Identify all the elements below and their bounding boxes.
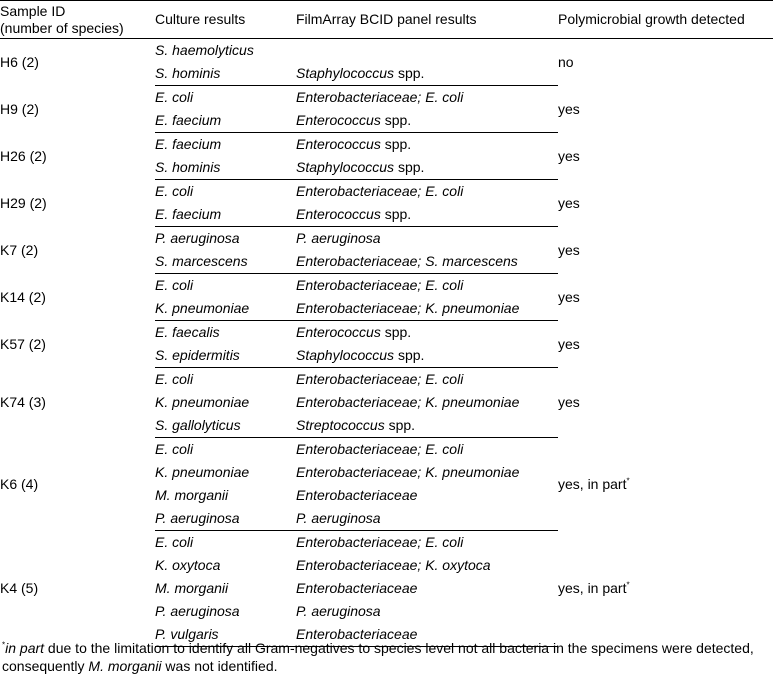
filmarray-taxon: Enterobacteriaceae; E. coli (296, 183, 464, 199)
culture-result-cell: S. marcescens (155, 250, 296, 274)
table-row (0, 133, 773, 157)
filmarray-suffix: spp. (384, 417, 416, 433)
culture-result-cell: K. oxytoca (155, 557, 221, 573)
filmarray-taxon: Enterobacteriaceae (296, 487, 418, 503)
filmarray-result-cell (296, 274, 558, 298)
table-body (0, 39, 773, 650)
filmarray-taxon: Streptococcus (296, 417, 385, 433)
culture-result-cell: E. faecium (155, 203, 296, 227)
table-row (0, 39, 773, 63)
table-row (0, 86, 773, 110)
polymicrobial-value: yes, in part (558, 580, 627, 596)
sample-id-cell: H29 (2) (0, 194, 47, 211)
polymicrobial-cell (558, 227, 773, 274)
sample-id-cell: H6 (2) (0, 53, 39, 70)
polymicrobial-footnote-mark: * (626, 475, 630, 485)
header-polymicrobial: Polymicrobial growth detected (558, 11, 745, 27)
polymicrobial-cell (558, 133, 773, 180)
header-sample-id-line1: Sample ID (0, 2, 66, 19)
filmarray-suffix: spp. (380, 206, 412, 222)
culture-result-cell: E. faecalis (155, 324, 220, 340)
filmarray-result-cell (296, 600, 558, 623)
culture-result-cell: S. epidermitis (155, 344, 296, 368)
polymicrobial-cell (558, 368, 773, 438)
polymicrobial-value: yes (558, 147, 580, 164)
filmarray-taxon: Staphylococcus (296, 347, 395, 363)
table-row (0, 531, 773, 555)
polymicrobial-value: yes (558, 394, 580, 410)
culture-result-cell: S. gallolyticus (155, 414, 296, 438)
sample-id-cell: H26 (2) (0, 147, 47, 164)
filmarray-taxon: Staphylococcus (296, 159, 395, 175)
filmarray-result-cell (296, 39, 558, 63)
culture-result-cell: E. coli (155, 183, 194, 199)
filmarray-result-cell (296, 250, 558, 274)
filmarray-result-cell (296, 577, 558, 600)
polymicrobial-value: yes (558, 194, 580, 211)
filmarray-taxon: P. aeruginosa (296, 510, 381, 526)
polymicrobial-value: no (558, 53, 574, 70)
polymicrobial-value: yes (558, 100, 580, 117)
footnote-italic-lead: in part (5, 640, 45, 656)
culture-result-cell: E. coli (155, 277, 194, 293)
filmarray-taxon: Enterobacteriaceae; E. coli (296, 534, 464, 550)
filmarray-result-cell (296, 368, 558, 392)
culture-result-cell: E. faecium (155, 109, 296, 133)
table-row (0, 274, 773, 298)
polymicrobial-cell (558, 274, 773, 321)
filmarray-taxon: Enterobacteriaceae; E. coli (296, 89, 464, 105)
polymicrobial-value: yes (558, 288, 580, 305)
filmarray-taxon: Enterococcus (296, 136, 381, 152)
culture-result-cell: K. pneumoniae (155, 394, 250, 410)
filmarray-result-cell (296, 321, 558, 345)
culture-result-cell: M. morganii (155, 487, 229, 503)
filmarray-result-cell (296, 133, 558, 157)
header-sample-id-line2: (number of species) (0, 19, 124, 36)
filmarray-taxon: Enterobacteriaceae (296, 626, 418, 642)
filmarray-result-cell (296, 438, 558, 462)
sample-id-cell: K6 (4) (0, 475, 39, 492)
header-filmarray: FilmArray BCID panel results (296, 11, 477, 27)
filmarray-taxon: Enterobacteriaceae; K. oxytoca (296, 557, 491, 573)
sample-id-cell: K57 (2) (0, 335, 46, 352)
sample-id-cell: K14 (2) (0, 288, 46, 305)
table-row (0, 368, 773, 392)
polymicrobial-value: yes, in part (558, 475, 627, 492)
table-row (0, 321, 773, 345)
filmarray-suffix: spp. (380, 112, 412, 128)
table-row (0, 438, 773, 462)
filmarray-result-cell (296, 554, 558, 577)
filmarray-taxon: Enterobacteriaceae; K. pneumoniae (296, 300, 520, 316)
polymicrobial-cell (558, 86, 773, 133)
filmarray-result-cell (296, 507, 558, 531)
filmarray-result-cell (296, 414, 558, 438)
footnote-text-1: due to the limitation to identify all Gram-negatives to species level not all bacteria in the specimens were detected, consequently (2, 640, 754, 674)
header-row (0, 1, 773, 39)
filmarray-result-cell (296, 461, 558, 484)
sample-id-cell: K74 (3) (0, 394, 46, 410)
culture-result-cell: E. coli (155, 89, 194, 105)
header-sample-id (0, 1, 155, 39)
culture-result-cell: E. faecium (155, 136, 222, 152)
culture-result-cell: K. pneumoniae (155, 464, 250, 480)
polymicrobial-value: yes (558, 241, 580, 258)
table-row (0, 227, 773, 251)
filmarray-result-cell (296, 484, 558, 507)
filmarray-suffix: spp. (380, 324, 412, 340)
culture-result-cell: K. pneumoniae (155, 297, 296, 321)
culture-result-cell: P. aeruginosa (155, 507, 296, 531)
filmarray-taxon: P. aeruginosa (296, 230, 381, 246)
filmarray-taxon: Enterococcus (296, 324, 381, 340)
filmarray-result-cell (296, 180, 558, 204)
filmarray-suffix: spp. (394, 347, 425, 363)
filmarray-suffix: spp. (394, 65, 425, 81)
filmarray-taxon: P. aeruginosa (296, 603, 381, 619)
footnote (2, 639, 768, 675)
filmarray-taxon: Enterobacteriaceae; E. coli (296, 277, 464, 293)
filmarray-taxon: Enterococcus (296, 206, 381, 222)
filmarray-taxon: Enterobacteriaceae; K. pneumoniae (296, 464, 520, 480)
sample-id-cell: H9 (2) (0, 100, 39, 117)
filmarray-result-cell (296, 203, 558, 227)
culture-result-cell: E. coli (155, 441, 194, 457)
polymicrobial-cell (558, 180, 773, 227)
footnote-text-2: was not identified. (161, 658, 278, 674)
filmarray-taxon: Enterobacteriaceae; E. coli (296, 371, 464, 387)
culture-result-cell: E. coli (155, 534, 194, 550)
culture-result-cell: P. vulgaris (155, 623, 296, 647)
sample-id-cell: K7 (2) (0, 241, 39, 258)
filmarray-result-cell (296, 156, 558, 180)
filmarray-result-cell (296, 531, 558, 555)
table-header (0, 1, 773, 39)
footnote-italic-species: M. morganii (88, 658, 162, 674)
culture-result-cell: M. morganii (155, 580, 229, 596)
filmarray-result-cell (296, 344, 558, 368)
polymicrobial-value: yes (558, 335, 580, 352)
culture-result-cell: P. aeruginosa (155, 230, 240, 246)
culture-result-cell: S. hominis (155, 156, 296, 180)
filmarray-taxon: Enterobacteriaceae (296, 580, 418, 596)
sample-id-cell: K4 (5) (0, 580, 39, 596)
polymicrobial-cell (558, 39, 773, 86)
table-row (0, 180, 773, 204)
filmarray-result-cell (296, 227, 558, 251)
polymicrobial-footnote-mark: * (626, 580, 630, 590)
culture-result-cell: P. aeruginosa (155, 603, 240, 619)
filmarray-taxon: Enterobacteriaceae; E. coli (296, 441, 464, 457)
filmarray-taxon: Staphylococcus (296, 65, 395, 81)
filmarray-taxon: Enterobacteriaceae; S. marcescens (296, 253, 518, 269)
filmarray-taxon: Enterobacteriaceae; K. pneumoniae (296, 394, 520, 410)
filmarray-result-cell (296, 86, 558, 110)
filmarray-result-cell (296, 109, 558, 133)
header-culture: Culture results (155, 11, 246, 27)
culture-result-cell: E. coli (155, 371, 194, 387)
polymicrobial-cell (558, 321, 773, 368)
filmarray-suffix: spp. (380, 136, 412, 152)
filmarray-result-cell (296, 62, 558, 86)
culture-result-cell: S. hominis (155, 62, 296, 86)
polymicrobial-cell (558, 531, 773, 647)
filmarray-taxon: Enterococcus (296, 112, 381, 128)
filmarray-suffix: spp. (394, 159, 425, 175)
filmarray-result-cell (296, 391, 558, 414)
footnote-mark: * (2, 640, 6, 650)
filmarray-result-cell (296, 297, 558, 321)
polymicrobial-cell (558, 438, 773, 531)
culture-result-cell: S. haemolyticus (155, 42, 254, 58)
